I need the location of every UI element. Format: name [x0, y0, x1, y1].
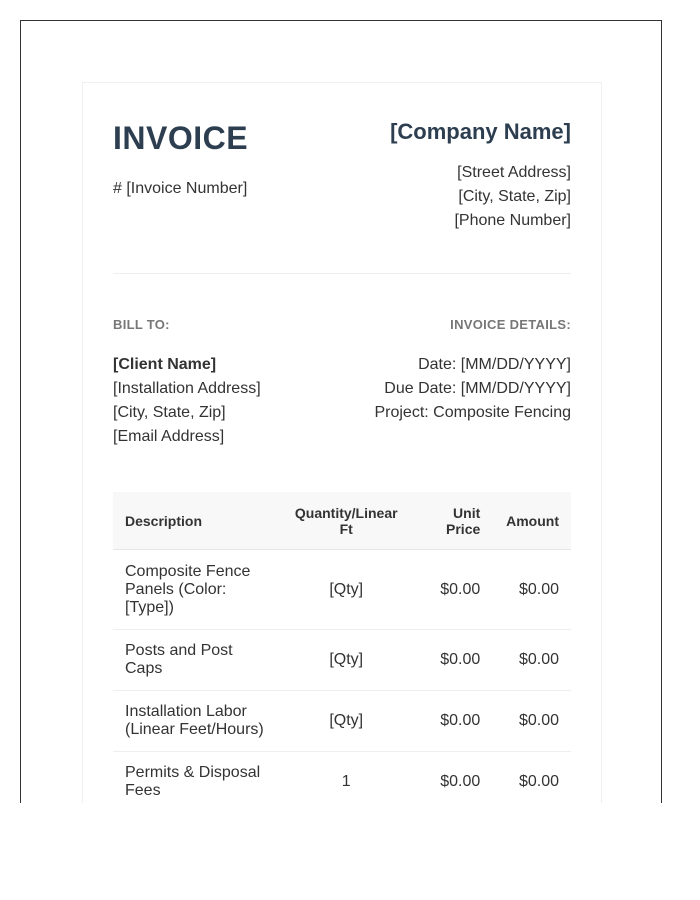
invoice-due-date: Due Date: [MM/DD/YYYY]: [384, 380, 571, 397]
table-row: [113, 550, 571, 630]
client-email: [Email Address]: [113, 428, 225, 445]
company-phone: [Phone Number]: [454, 212, 571, 229]
company-name: [Company Name]: [390, 119, 571, 144]
header-description: Description: [113, 492, 278, 550]
row-quantity: [Qty]: [278, 630, 414, 691]
header-divider: [113, 273, 571, 274]
client-city: [City, State, Zip]: [113, 404, 226, 421]
invoice-title: INVOICE: [113, 120, 249, 156]
company-info: [390, 119, 571, 233]
client-name: [Client Name]: [113, 356, 217, 373]
table-row: [113, 691, 571, 752]
row-description: Installation Labor (Linear Feet/Hours): [113, 691, 278, 752]
row-description: Permits & Disposal Fees: [113, 752, 278, 804]
table-row: [113, 630, 571, 691]
client-address: [Installation Address]: [113, 380, 261, 397]
row-unit-price: $0.00: [414, 752, 492, 804]
row-quantity: 1: [278, 752, 414, 804]
header-quantity: Quantity/Linear Ft: [278, 492, 414, 550]
invoice-number: # [Invoice Number]: [113, 180, 248, 197]
header-amount: Amount: [492, 492, 571, 550]
document-viewport[interactable]: [20, 20, 662, 803]
header-unit-price: Unit Price: [414, 492, 492, 550]
bill-to-label: BILL TO:: [113, 317, 170, 332]
row-amount: $0.00: [492, 550, 571, 630]
row-amount: $0.00: [492, 630, 571, 691]
table-header-row: [113, 492, 571, 550]
row-amount: $0.00: [492, 691, 571, 752]
row-quantity: [Qty]: [278, 550, 414, 630]
row-unit-price: $0.00: [414, 691, 492, 752]
invoice-date: Date: [MM/DD/YYYY]: [418, 356, 571, 373]
table-row: [113, 752, 571, 804]
company-city: [City, State, Zip]: [458, 188, 571, 205]
row-description: Posts and Post Caps: [113, 630, 278, 691]
line-items-table: [113, 492, 571, 803]
row-amount: $0.00: [492, 752, 571, 804]
row-description: Composite Fence Panels (Color: [Type]): [113, 550, 278, 630]
bill-to-section: [113, 317, 261, 449]
row-unit-price: $0.00: [414, 550, 492, 630]
invoice-details-label: INVOICE DETAILS:: [450, 317, 571, 332]
invoice-page: [82, 82, 602, 803]
invoice-details-section: [374, 317, 571, 425]
row-quantity: [Qty]: [278, 691, 414, 752]
row-unit-price: $0.00: [414, 630, 492, 691]
company-street: [Street Address]: [457, 164, 571, 181]
invoice-project: Project: Composite Fencing: [374, 404, 571, 421]
